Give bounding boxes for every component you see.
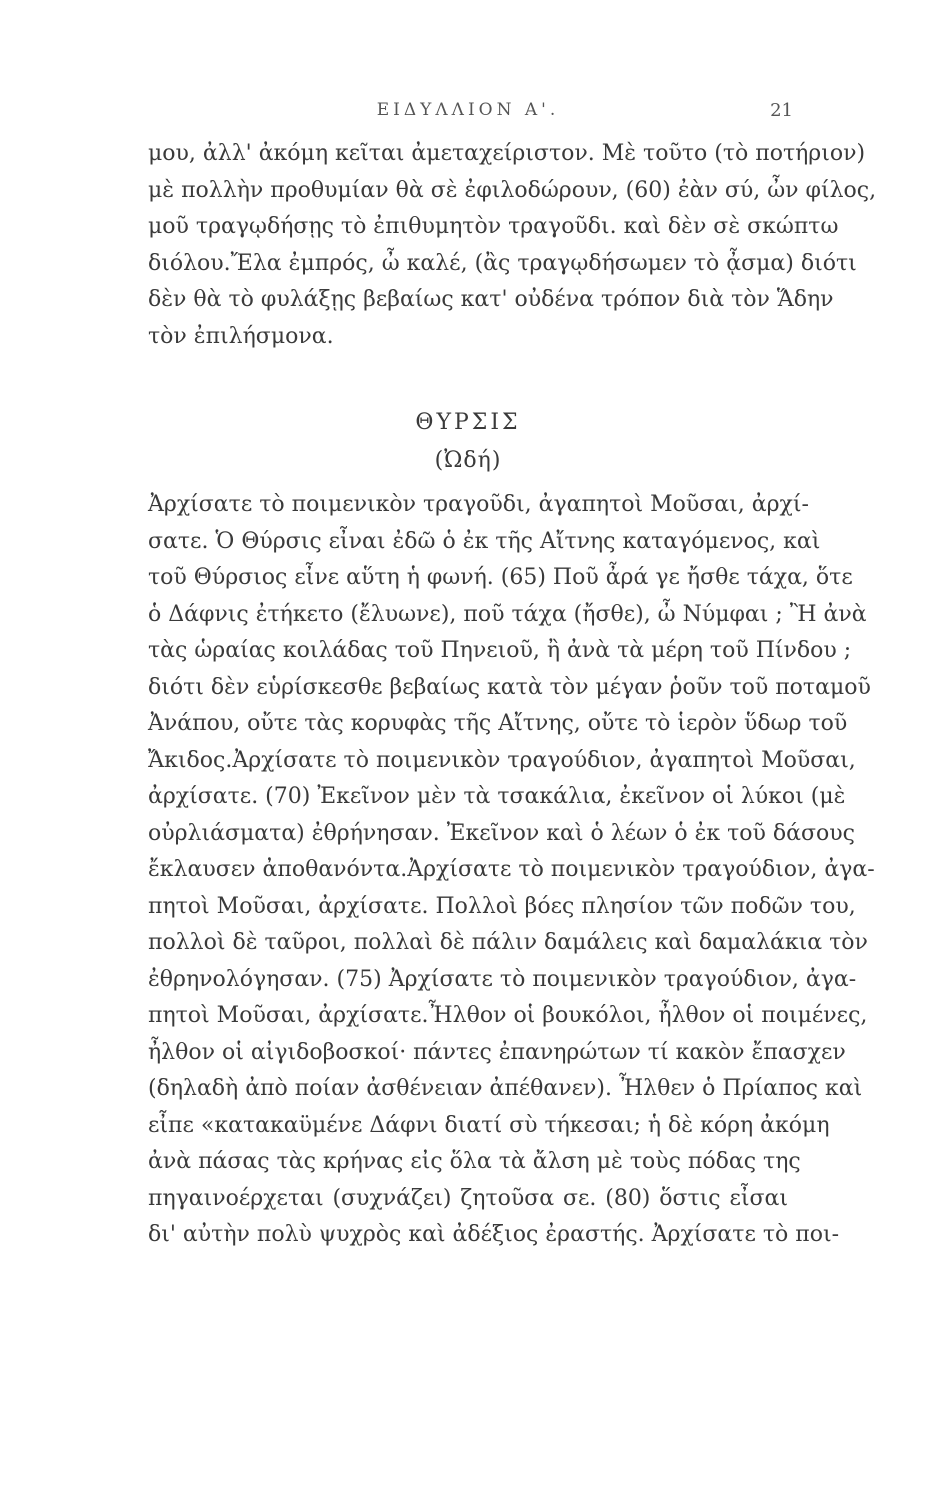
text-line: οὐρλιάσματα) ἐθρήνησαν. Ἐκεῖνον καὶ ὁ λέων ὁ ἐκ τοῦ δάσους [148, 820, 855, 846]
text-line: Ἀρχίσατε τὸ ποιμενικὸν τραγοῦδι, ἀγαπητοὶ Μοῦσαι, ἀρχί- [148, 492, 809, 517]
text-line: ἀνὰ πάσας τὰς κρήνας εἰς ὅλα τὰ ἄλση μὲ τοὺς πόδας της [148, 1149, 801, 1174]
text-line: μοῦ τραγῳδήσῃς τὸ ἐπιθυμητὸν τραγοῦδι. καὶ δὲν σὲ σκώπτω [148, 214, 839, 239]
text-line: σατε. Ὁ Θύρσις εἶναι ἐδῶ ὁ ἐκ τῆς Αἴτνης καταγόμενος, καὶ [148, 528, 821, 554]
ode-paragraph [148, 487, 875, 1254]
text-line: Ἀνάπου, οὔτε τὰς κορυφὰς τῆς Αἴτνης, οὔτε τὸ ἱερὸν ὕδωρ τοῦ [148, 711, 848, 736]
text-line: Ἄκιδος.Ἀρχίσατε τὸ ποιμενικὸν τραγούδιον, ἀγαπητοὶ Μοῦσαι, [148, 747, 856, 773]
text-line: πολλοὶ δὲ ταῦροι, πολλαὶ δὲ πάλιν δαμάλεις καὶ δαμαλάκια τὸν [148, 930, 868, 955]
text-line: ἀρχίσατε. (70) Ἐκεῖνον μὲν τὰ τσακάλια, ἐκεῖνον οἱ λύκοι (μὲ [148, 784, 846, 809]
text-line: εἶπε «κατακαϋμένε Δάφνι διατί σὺ τήκεσαι; ἡ δὲ κόρη ἀκόμη [148, 1112, 830, 1138]
text-line: τὰς ὡραίας κοιλάδας τοῦ Πηνειοῦ, ἢ ἀνὰ τὰ μέρη τοῦ Πίνδου ; [148, 638, 852, 663]
text-line: ἦλθον οἱ αἰγιδοβοσκοί· πάντες ἐπανηρώτων τί κακὸν ἔπασχεν [148, 1039, 846, 1065]
text-line: μὲ πολλὴν προθυμίαν θὰ σὲ ἐφιλοδώρουν, (60) ἐὰν σύ, ὦν φίλος, [148, 177, 877, 203]
page-number: 21 [770, 100, 793, 121]
text-line: πηγαινοέρχεται (συχνάζει) ζητοῦσα σε. (80) ὅστις εἶσαι [148, 1185, 788, 1211]
text-line: διότι δὲν εὑρίσκεσθε βεβαίως κατὰ τὸν μέγαν ῥοῦν τοῦ ποταμοῦ [148, 674, 871, 700]
text-line: ἐθρηνολόγησαν. (75) Ἀρχίσατε τὸ ποιμενικὸν τραγούδιον, ἀγα- [148, 966, 857, 992]
text-line: τὸν ἐπιλήσμονα. [148, 323, 334, 349]
running-head [148, 100, 793, 130]
text-line: τοῦ Θύρσιος εἶνε αὕτη ἡ φωνή. (65) Ποῦ ἆρά γε ἤσθε τάχα, ὅτε [148, 565, 853, 590]
text-line: μου, ἀλλ' ἀκόμη κεῖται ἀμεταχείριστον. Μὲ τοῦτο (τὸ ποτήριον) [148, 141, 866, 166]
text-line: ἔκλαυσεν ἀποθανόντα.Ἀρχίσατε τὸ ποιμενικὸν τραγούδιον, ἀγα- [148, 857, 875, 882]
text-line: πητοὶ Μοῦσαι, ἀρχίσατε.Ἦλθον οἱ βουκόλοι, ἦλθον οἱ ποιμένες, [148, 1003, 868, 1028]
text-line: (δηλαδὴ ἀπὸ ποίαν ἀσθένειαν ἀπέθανεν). Ἦλθεν ὁ Πρίαπος καὶ [148, 1076, 863, 1101]
intro-paragraph [148, 136, 877, 355]
book-page [148, 0, 877, 1500]
song-label: (Ὠδή) [434, 448, 502, 473]
text-line: διόλου.Ἔλα ἐμπρός, ὦ καλέ, (ἂς τραγῳδήσωμεν τὸ ᾆσμα) διότι [148, 250, 857, 276]
running-title: ΕΙΔΥΛΛΙΟΝ Α'. [376, 100, 560, 120]
speaker-heading: ΘΥΡΣΙΣ [415, 410, 521, 435]
text-line: δι' αὐτὴν πολὺ ψυχρὸς καὶ ἀδέξιος ἐραστής. Ἀρχίσατε τὸ ποι- [148, 1222, 840, 1247]
text-line: ὁ Δάφνις ἐτήκετο (ἔλυωνε), ποῦ τάχα (ἤσθε), ὦ Νύμφαι ; Ἢ ἀνὰ [148, 601, 867, 627]
text-line: δὲν θὰ τὸ φυλάξῃς βεβαίως κατ' οὐδένα τρόπον διὰ τὸν Ἅδην [148, 287, 834, 312]
text-line: πητοὶ Μοῦσαι, ἀρχίσατε. Πολλοὶ βόες πλησίον τῶν ποδῶν του, [148, 893, 856, 919]
